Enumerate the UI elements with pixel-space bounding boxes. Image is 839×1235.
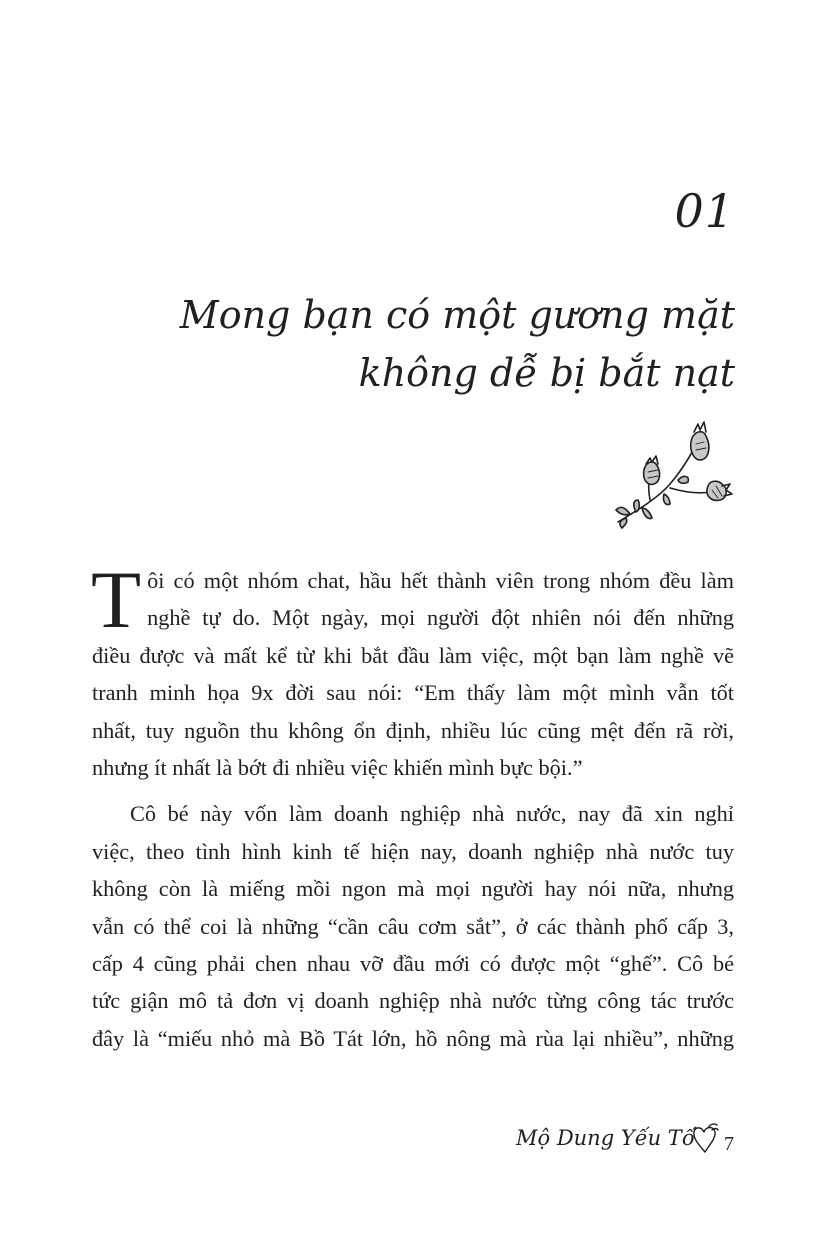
drop-cap: T	[91, 554, 142, 645]
text-line: không còn là miếng mồi ngon mà mọi người hay nói nữa, nhưng	[92, 876, 734, 902]
heart-icon	[690, 1122, 720, 1156]
text-line: ôi có một nhóm chat, hầu hết thành viên trong nhóm đều làm	[147, 568, 734, 593]
text-line: nhưng ít nhất là bớt đi nhiều việc khiến mình bực bội.”	[92, 755, 583, 781]
text-line: Cô bé này vốn làm doanh nghiệp nhà nước, nay đã xin nghỉ	[130, 801, 734, 827]
text-line: tức giận mô tả đơn vị doanh nghiệp nhà nước từng công tác trước	[92, 988, 734, 1014]
chapter-title	[135, 286, 735, 402]
chapter-number: 01	[674, 184, 735, 238]
text-line: đây là “miếu nhỏ mà Bồ Tát lớn, hồ nông mà rùa lại nhiều”, những	[92, 1025, 734, 1051]
text-line: vẫn có thể coi là những “cần câu cơm sắt”, ở các thành phố cấp 3,	[92, 913, 734, 939]
paragraph-1	[91, 554, 734, 786]
text-line: tranh minh họa 9x đời sau nói: “Em thấy làm một mình vẫn tốt	[92, 680, 734, 706]
chapter-title-line-1: Mong bạn có một gương mặt	[179, 293, 735, 337]
page-number: 7	[724, 1133, 734, 1155]
body-text	[91, 554, 734, 1057]
text-line: việc, theo tình hình kinh tế hiện nay, doanh nghiệp nhà nước tuy	[92, 838, 734, 864]
flower-branch-icon	[608, 414, 734, 532]
footer-author: Mộ Dung Yếu Tố	[516, 1126, 695, 1150]
chapter-title-line-2: không dễ bị bắt nạt	[358, 351, 735, 395]
text-line: cấp 4 cũng phải chen nhau vỡ đầu mới có được một “ghế”. Cô bé	[92, 951, 734, 977]
text-line: điều được và mất kể từ khi bắt đầu làm việc, một bạn làm nghề vẽ	[92, 642, 734, 668]
paragraph-2	[92, 795, 734, 1057]
text-line: nghề tự do. Một ngày, mọi người đột nhiên nói đến những	[147, 605, 734, 631]
text-line: nhất, tuy nguồn thu không ổn định, nhiều lúc cũng mệt đến rã rời,	[92, 717, 734, 743]
